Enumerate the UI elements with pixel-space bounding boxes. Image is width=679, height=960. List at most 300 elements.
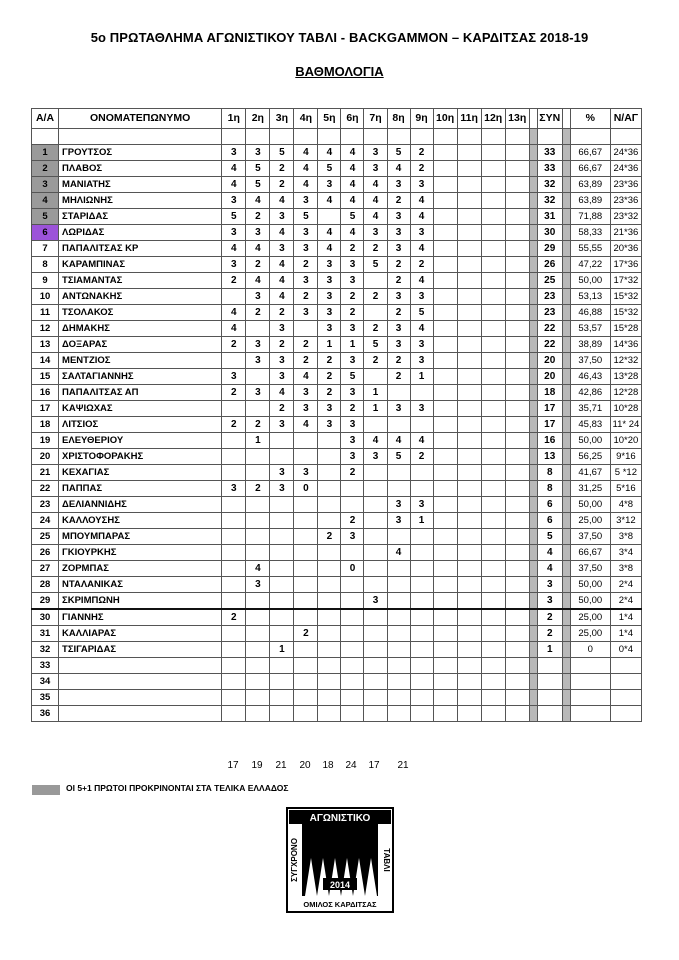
round-score-cell	[433, 145, 457, 161]
round-score-cell	[270, 561, 294, 577]
round-score-cell	[222, 658, 246, 674]
round-score-cell: 3	[341, 321, 364, 337]
round-score-cell: 3	[364, 161, 387, 177]
separator-cell	[529, 626, 537, 642]
separator-cell	[562, 642, 570, 658]
player-name-cell: ΠΛΑΒΟΣ	[59, 161, 222, 177]
round-score-cell	[222, 401, 246, 417]
separator-cell	[562, 401, 570, 417]
round-score-cell: 2	[246, 209, 270, 225]
player-name-cell: ΔΟΞΑΡΑΣ	[59, 337, 222, 353]
percent-cell: 58,33	[570, 225, 610, 241]
round-score-cell	[481, 593, 505, 610]
round-score-cell	[222, 642, 246, 658]
percent-cell: 45,83	[570, 417, 610, 433]
round-score-cell: 3	[270, 417, 294, 433]
round-score-cell	[341, 593, 364, 610]
round-score-cell: 1	[246, 433, 270, 449]
round-score-cell: 3	[318, 289, 341, 305]
separator-cell	[529, 161, 537, 177]
games-cell: 15*32	[610, 289, 641, 305]
percent-cell: 38,89	[570, 337, 610, 353]
round-score-cell	[505, 337, 529, 353]
round-score-cell	[433, 674, 457, 690]
round-score-cell	[270, 513, 294, 529]
rank-cell: 29	[32, 593, 59, 610]
percent-cell: 71,88	[570, 209, 610, 225]
round-score-cell: 5	[364, 257, 387, 273]
round-score-cell	[270, 529, 294, 545]
round-score-cell: 2	[270, 337, 294, 353]
round-score-cell	[433, 449, 457, 465]
rank-cell: 11	[32, 305, 59, 321]
games-cell: 14*36	[610, 337, 641, 353]
round-score-cell: 3	[364, 145, 387, 161]
round-score-cell	[318, 449, 341, 465]
round-score-cell	[387, 658, 410, 674]
total-cell: 16	[537, 433, 562, 449]
round-score-cell	[481, 577, 505, 593]
column-header: 12η	[481, 109, 505, 129]
total-cell: 20	[537, 369, 562, 385]
round-score-cell: 1	[318, 337, 341, 353]
round-score-cell	[341, 626, 364, 642]
round-score-cell: 3	[410, 337, 433, 353]
logo-bottom-text: ΟΜΙΛΟΣ ΚΑΡΔΙΤΣΑΣ	[303, 900, 377, 909]
table-row	[32, 305, 642, 321]
round-score-cell	[387, 417, 410, 433]
rank-cell: 36	[32, 706, 59, 722]
round-sum: 24	[345, 760, 357, 771]
round-score-cell	[246, 497, 270, 513]
round-score-cell	[505, 642, 529, 658]
total-cell: 20	[537, 353, 562, 369]
round-score-cell	[222, 626, 246, 642]
percent-cell: 25,00	[570, 609, 610, 626]
round-score-cell	[457, 593, 481, 610]
table-row	[32, 449, 642, 465]
round-score-cell	[457, 305, 481, 321]
round-score-cell	[457, 609, 481, 626]
round-score-cell: 2	[410, 161, 433, 177]
round-score-cell: 3	[246, 145, 270, 161]
table-row	[32, 706, 642, 722]
games-cell: 10*20	[610, 433, 641, 449]
round-score-cell: 2	[294, 337, 318, 353]
round-score-cell	[364, 609, 387, 626]
games-cell: 17*32	[610, 273, 641, 289]
round-score-cell	[364, 497, 387, 513]
table-header-row	[32, 109, 642, 129]
round-score-cell	[364, 561, 387, 577]
table-body	[32, 129, 642, 722]
round-score-cell: 3	[341, 385, 364, 401]
round-score-cell	[433, 609, 457, 626]
separator-cell	[529, 273, 537, 289]
games-cell: 13*28	[610, 369, 641, 385]
round-score-cell	[457, 433, 481, 449]
round-score-cell	[318, 545, 341, 561]
table-cell	[433, 129, 457, 145]
round-score-cell: 3	[318, 273, 341, 289]
round-score-cell	[481, 305, 505, 321]
games-cell: 5*16	[610, 481, 641, 497]
round-score-cell	[270, 593, 294, 610]
round-score-cell: 3	[341, 529, 364, 545]
round-score-cell	[294, 529, 318, 545]
round-score-cell	[505, 449, 529, 465]
round-score-cell: 2	[387, 369, 410, 385]
total-cell: 5	[537, 529, 562, 545]
player-name-cell: ΜΠΟΥΜΠΑΡΑΣ	[59, 529, 222, 545]
round-sum: 21	[275, 760, 287, 771]
round-score-cell	[457, 193, 481, 209]
round-score-cell	[433, 193, 457, 209]
player-name-cell: ΣΤΑΡΙΔΑΣ	[59, 209, 222, 225]
separator-cell	[529, 449, 537, 465]
round-score-cell: 4	[387, 433, 410, 449]
round-score-cell	[433, 577, 457, 593]
round-score-cell: 2	[410, 145, 433, 161]
table-cell	[364, 129, 387, 145]
table-row	[32, 642, 642, 658]
round-score-cell	[433, 465, 457, 481]
round-score-cell: 4	[222, 321, 246, 337]
round-score-cell: 2	[341, 465, 364, 481]
column-header: 1η	[222, 109, 246, 129]
round-score-cell: 3	[222, 225, 246, 241]
round-score-cell: 2	[222, 385, 246, 401]
table-row	[32, 658, 642, 674]
total-cell: 30	[537, 225, 562, 241]
round-score-cell	[246, 401, 270, 417]
percent-cell: 53,13	[570, 289, 610, 305]
round-score-cell: 4	[341, 193, 364, 209]
round-score-cell: 4	[270, 273, 294, 289]
rank-cell: 14	[32, 353, 59, 369]
round-score-cell: 4	[294, 145, 318, 161]
round-score-cell	[387, 674, 410, 690]
round-score-cell: 2	[341, 289, 364, 305]
round-score-cell: 4	[387, 161, 410, 177]
total-cell: 2	[537, 626, 562, 642]
round-score-cell	[481, 145, 505, 161]
round-score-cell	[270, 626, 294, 642]
round-score-cell: 5	[294, 209, 318, 225]
separator-cell	[529, 481, 537, 497]
table-cell	[270, 129, 294, 145]
round-score-cell	[433, 529, 457, 545]
round-score-cell: 2	[364, 353, 387, 369]
round-score-cell: 4	[246, 241, 270, 257]
round-score-cell: 3	[246, 353, 270, 369]
round-score-cell: 3	[246, 337, 270, 353]
round-score-cell	[270, 449, 294, 465]
standings-table	[31, 108, 642, 722]
round-score-cell	[270, 658, 294, 674]
player-name-cell	[59, 690, 222, 706]
total-cell: 23	[537, 289, 562, 305]
rank-cell: 16	[32, 385, 59, 401]
percent-cell: 41,67	[570, 465, 610, 481]
round-score-cell	[457, 337, 481, 353]
table-row	[32, 241, 642, 257]
round-score-cell: 3	[341, 353, 364, 369]
rank-cell: 17	[32, 401, 59, 417]
round-score-cell	[481, 674, 505, 690]
round-score-cell	[364, 529, 387, 545]
table-row	[32, 417, 642, 433]
round-score-cell	[481, 658, 505, 674]
round-score-cell	[433, 273, 457, 289]
round-score-cell: 4	[341, 161, 364, 177]
round-score-cell	[433, 642, 457, 658]
games-cell: 23*32	[610, 209, 641, 225]
round-score-cell	[457, 273, 481, 289]
percent-cell: 50,00	[570, 593, 610, 610]
separator-cell	[562, 433, 570, 449]
round-score-cell	[481, 353, 505, 369]
player-name-cell: ΜΕΝΤΖΙΟΣ	[59, 353, 222, 369]
round-score-cell: 2	[410, 449, 433, 465]
separator-header	[562, 109, 570, 129]
round-score-cell	[481, 561, 505, 577]
round-score-cell: 4	[364, 433, 387, 449]
rank-cell: 30	[32, 609, 59, 626]
round-score-cell: 3	[294, 305, 318, 321]
round-score-cell	[410, 465, 433, 481]
percent-cell	[570, 690, 610, 706]
round-score-cell	[341, 609, 364, 626]
player-name-cell: ΤΣΙΑΜΑΝΤΑΣ	[59, 273, 222, 289]
round-score-cell	[433, 433, 457, 449]
games-cell	[610, 690, 641, 706]
separator-cell	[529, 321, 537, 337]
round-score-cell	[457, 481, 481, 497]
round-score-cell	[481, 690, 505, 706]
round-score-cell	[433, 561, 457, 577]
separator-cell	[529, 529, 537, 545]
round-score-cell	[505, 241, 529, 257]
round-score-cell: 3	[318, 257, 341, 273]
round-score-cell: 3	[318, 321, 341, 337]
games-cell: 1*4	[610, 626, 641, 642]
round-score-cell: 3	[270, 241, 294, 257]
player-name-cell: ΑΝΤΩΝΑΚΗΣ	[59, 289, 222, 305]
round-score-cell	[246, 706, 270, 722]
separator-cell	[529, 337, 537, 353]
round-score-cell: 1	[270, 642, 294, 658]
round-score-cell	[318, 593, 341, 610]
rank-cell: 5	[32, 209, 59, 225]
round-score-cell	[318, 465, 341, 481]
round-score-cell	[341, 497, 364, 513]
round-score-cell	[457, 513, 481, 529]
player-name-cell: ΠΑΠΑΛΙΤΣΑΣ ΑΠ	[59, 385, 222, 401]
round-score-cell	[246, 593, 270, 610]
round-score-cell	[433, 593, 457, 610]
rank-cell: 26	[32, 545, 59, 561]
table-cell	[537, 129, 562, 145]
round-score-cell	[318, 658, 341, 674]
table-cell	[410, 129, 433, 145]
round-score-cell	[387, 609, 410, 626]
table-row	[32, 497, 642, 513]
round-score-cell	[457, 626, 481, 642]
round-score-cell	[433, 626, 457, 642]
games-cell: 9*16	[610, 449, 641, 465]
round-score-cell	[222, 674, 246, 690]
round-score-cell	[410, 561, 433, 577]
separator-cell	[529, 706, 537, 722]
round-score-cell	[222, 353, 246, 369]
round-score-cell	[505, 577, 529, 593]
round-score-cell: 3	[341, 449, 364, 465]
games-cell: 2*4	[610, 577, 641, 593]
round-score-cell	[433, 481, 457, 497]
separator-cell	[562, 257, 570, 273]
round-score-cell: 2	[364, 321, 387, 337]
round-score-cell	[505, 145, 529, 161]
table-row	[32, 209, 642, 225]
round-score-cell	[433, 161, 457, 177]
round-score-cell	[505, 161, 529, 177]
round-score-cell: 3	[222, 193, 246, 209]
separator-cell	[562, 145, 570, 161]
round-score-cell	[246, 642, 270, 658]
round-score-cell: 0	[341, 561, 364, 577]
separator-cell	[562, 177, 570, 193]
round-score-cell: 1	[364, 401, 387, 417]
games-cell: 17*36	[610, 257, 641, 273]
round-score-cell	[457, 545, 481, 561]
round-score-cell: 4	[270, 385, 294, 401]
round-score-cell: 3	[294, 193, 318, 209]
round-score-cell	[481, 385, 505, 401]
round-score-cell	[341, 674, 364, 690]
player-name-cell: ΠΑΠΑΛΙΤΣΑΣ ΚΡ	[59, 241, 222, 257]
round-score-cell	[505, 385, 529, 401]
round-score-cell: 3	[387, 513, 410, 529]
round-score-cell: 5	[410, 305, 433, 321]
round-score-cell: 2	[270, 305, 294, 321]
round-score-cell	[505, 257, 529, 273]
round-score-cell	[222, 497, 246, 513]
games-cell: 5 *12	[610, 465, 641, 481]
round-score-cell: 3	[222, 481, 246, 497]
rank-cell: 35	[32, 690, 59, 706]
rank-cell: 34	[32, 674, 59, 690]
round-score-cell: 2	[387, 193, 410, 209]
round-sum: 18	[322, 760, 334, 771]
round-score-cell	[318, 674, 341, 690]
rank-cell: 23	[32, 497, 59, 513]
legend-swatch	[32, 785, 60, 795]
logo-year: 2014	[329, 880, 351, 890]
total-cell: 8	[537, 481, 562, 497]
round-score-cell	[505, 690, 529, 706]
percent-cell	[570, 706, 610, 722]
round-score-cell: 2	[387, 353, 410, 369]
round-score-cell: 3	[387, 225, 410, 241]
rank-cell: 12	[32, 321, 59, 337]
separator-cell	[529, 513, 537, 529]
round-score-cell	[505, 177, 529, 193]
round-score-cell: 2	[222, 417, 246, 433]
rank-cell: 4	[32, 193, 59, 209]
round-score-cell	[318, 626, 341, 642]
round-score-cell	[457, 225, 481, 241]
round-score-cell	[457, 577, 481, 593]
table-row	[32, 593, 642, 610]
round-score-cell: 4	[387, 545, 410, 561]
round-score-cell	[294, 642, 318, 658]
round-score-cell: 4	[294, 369, 318, 385]
round-score-cell: 3	[318, 305, 341, 321]
separator-cell	[529, 433, 537, 449]
separator-cell	[529, 145, 537, 161]
player-name-cell: ΣΑΛΤΑΓΙΑΝΝΗΣ	[59, 369, 222, 385]
round-score-cell: 2	[364, 289, 387, 305]
round-score-cell	[481, 321, 505, 337]
round-score-cell	[387, 690, 410, 706]
round-score-cell: 2	[318, 385, 341, 401]
legend-text: ΟΙ 5+1 ΠΡΩΤΟΙ ΠΡΟΚΡΙΝΟΝΤΑΙ ΣΤΑ ΤΕΛΙΚΑ ΕΛΛΑΔΟΣ	[66, 783, 289, 793]
rank-cell: 18	[32, 417, 59, 433]
rank-cell: 6	[32, 225, 59, 241]
percent-cell: 53,57	[570, 321, 610, 337]
round-score-cell: 3	[270, 369, 294, 385]
round-score-cell	[433, 658, 457, 674]
table-row	[32, 193, 642, 209]
round-score-cell: 2	[318, 353, 341, 369]
separator-cell	[562, 193, 570, 209]
round-score-cell	[457, 257, 481, 273]
player-name-cell: ΣΚΡΙΜΠΩΝΗ	[59, 593, 222, 610]
round-score-cell	[481, 481, 505, 497]
percent-cell: 66,67	[570, 545, 610, 561]
total-cell: 22	[537, 321, 562, 337]
percent-cell: 50,00	[570, 433, 610, 449]
round-score-cell	[433, 257, 457, 273]
separator-cell	[562, 353, 570, 369]
column-header: ΟΝΟΜΑΤΕΠΩΝΥΜΟ	[59, 109, 222, 129]
round-score-cell	[481, 257, 505, 273]
round-score-cell	[457, 706, 481, 722]
round-score-cell	[270, 433, 294, 449]
round-score-cell	[222, 577, 246, 593]
total-cell: 32	[537, 177, 562, 193]
separator-cell	[562, 369, 570, 385]
round-score-cell: 2	[222, 273, 246, 289]
total-cell: 26	[537, 257, 562, 273]
round-score-cell	[505, 497, 529, 513]
round-score-cell: 2	[341, 241, 364, 257]
total-cell	[537, 706, 562, 722]
column-header: %	[570, 109, 610, 129]
percent-cell: 47,22	[570, 257, 610, 273]
round-score-cell	[505, 321, 529, 337]
games-cell: 23*36	[610, 193, 641, 209]
rank-cell: 19	[32, 433, 59, 449]
round-score-cell: 4	[364, 209, 387, 225]
table-row	[32, 353, 642, 369]
games-cell: 20*36	[610, 241, 641, 257]
round-score-cell	[270, 577, 294, 593]
round-score-cell	[318, 577, 341, 593]
round-score-cell	[222, 289, 246, 305]
round-score-cell: 3	[364, 593, 387, 610]
